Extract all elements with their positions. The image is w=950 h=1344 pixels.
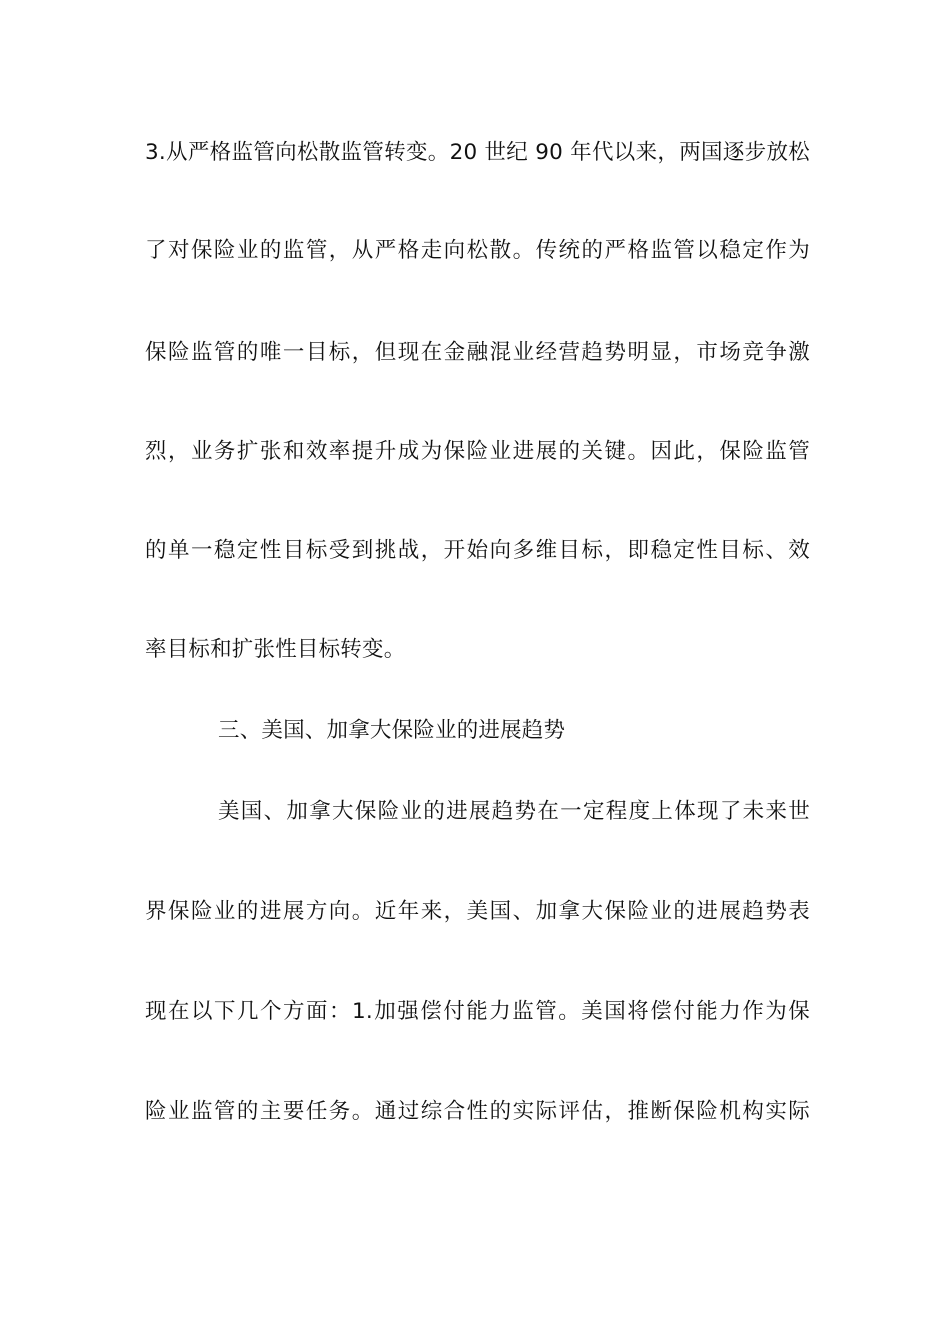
paragraph-line-3: 保险监管的唯一目标，但现在金融混业经营趋势明显，市场竞争激 <box>145 340 810 365</box>
paragraph-line-2: 了对保险业的监管，从严格走向松散。传统的严格监管以稳定作为 <box>145 238 810 263</box>
section-heading: 三、美国、加拿大保险业的进展趋势 <box>218 718 566 743</box>
paragraph2-first-line: 美国、加拿大保险业的进展趋势在一定程度上体现了未来世 <box>218 799 810 824</box>
paragraph-line-1: 3.从严格监管向松散监管转变。20 世纪 90 年代以来，两国逐步放松 <box>145 140 810 165</box>
paragraph-line-4: 烈，业务扩张和效率提升成为保险业进展的关键。因此，保险监管 <box>145 439 810 464</box>
paragraph2-line-3: 现在以下几个方面：1.加强偿付能力监管。美国将偿付能力作为保 <box>145 999 810 1024</box>
paragraph2-line-2: 界保险业的进展方向。近年来，美国、加拿大保险业的进展趋势表 <box>145 899 810 924</box>
paragraph-line-6: 率目标和扩张性目标转变。 <box>145 637 406 662</box>
paragraph2-line-4: 险业监管的主要任务。通过综合性的实际评估，推断保险机构实际 <box>145 1099 810 1124</box>
paragraph-line-5: 的单一稳定性目标受到挑战，开始向多维目标，即稳定性目标、效 <box>145 538 810 563</box>
